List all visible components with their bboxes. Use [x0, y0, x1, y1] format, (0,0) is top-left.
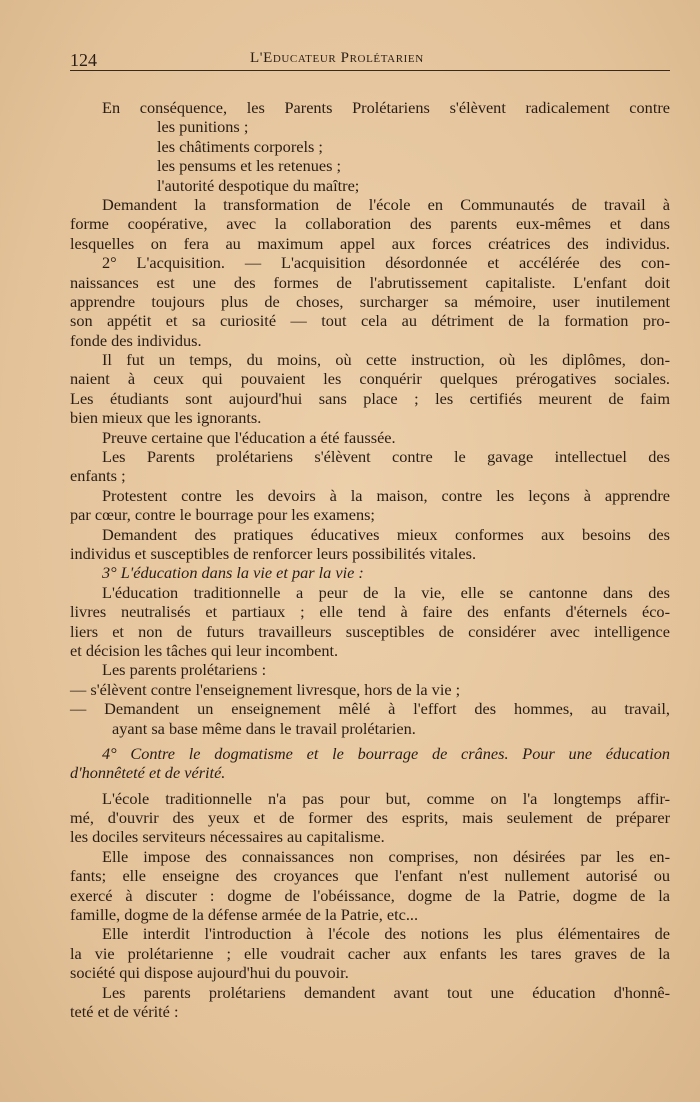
text-line: et décision les tâches qui leur incombent.	[70, 640, 339, 660]
text-line: liers et non de futurs travailleurs susceptibles de considérer avec intelligence	[70, 621, 670, 641]
text-line: — Demandent un enseignement mêlé à l'effort des hommes, au travail,	[70, 699, 670, 719]
text-line: — s'élèvent contre l'enseignement livresque, hors de la vie ;	[70, 679, 461, 699]
text-line: Protestent contre les devoirs à la maison, contre les leçons à apprendre	[102, 485, 670, 505]
body-text	[70, 98, 670, 1021]
text-line: la vie prolétarienne ; elle voudrait cacher aux enfants les tares graves de la	[70, 943, 670, 963]
text-line: Les étudiants sont aujourd'hui sans place ; les certifiés meurent de faim	[70, 388, 670, 408]
text-line: Les Parents prolétariens s'élèvent contre le gavage intellectuel des	[102, 447, 670, 467]
text-line: naissances est une des formes de l'abrutissement capitaliste. L'enfant doit	[70, 272, 670, 292]
text-line: mé, d'ouvrir des yeux et de former des esprits, mais seulement de préparer	[70, 808, 670, 828]
running-title: L'Educateur Prolétarien	[250, 50, 424, 66]
text-line: enfants ;	[70, 466, 126, 486]
text-line: par cœur, contre le bourrage pour les examens;	[70, 505, 375, 525]
section-heading: 4° Contre le dogmatisme et le bourrage de crânes. Pour une éducation	[102, 743, 670, 763]
text-line: les dociles serviteurs nécessaires au capitalisme.	[70, 827, 385, 847]
text-line: famille, dogme de la défense armée de la Patrie, etc...	[70, 905, 419, 925]
text-line: Il fut un temps, du moins, où cette instruction, où les diplômes, don-	[102, 350, 670, 370]
text-line: L'école traditionnelle n'a pas pour but, comme on l'a longtemps affir-	[102, 788, 670, 808]
text-line: Demandent la transformation de l'école en Communautés de travail à	[102, 194, 670, 214]
text-line: individus et susceptibles de renforcer leurs possibilités vitales.	[70, 543, 477, 563]
section-heading: 3° L'éducation dans la vie et par la vie :	[102, 563, 364, 583]
text-line: 2° L'acquisition. — L'acquisition désordonnée et accélérée des con-	[102, 253, 670, 273]
page-number: 124	[70, 50, 97, 70]
text-line: les châtiments corporels ;	[157, 136, 323, 156]
text-line: livres neutralisés et partiaux ; elle tend à faire des enfants d'éternels éco-	[70, 602, 670, 622]
text-line: exercé à discuter : dogme de l'obéissance, dogme de la Patrie, dogme de la	[70, 885, 670, 905]
page-header	[70, 46, 670, 71]
text-line: société qui dispose aujourd'hui du pouvoir.	[70, 963, 349, 983]
text-line: naient à ceux qui pouvaient les conquérir quelques prérogatives sociales.	[70, 369, 670, 389]
text-line: Les parents prolétariens :	[102, 660, 267, 680]
text-line: Elle interdit l'introduction à l'école des notions les plus élémentaires de	[102, 924, 670, 944]
text-line: Les parents prolétariens demandent avant tout une éducation d'honnê-	[102, 982, 670, 1002]
text-line: les punitions ;	[157, 117, 249, 137]
text-line: ayant sa base même dans le travail prolétarien.	[112, 718, 416, 738]
text-line: lesquelles on fera au maximum appel aux forces créatrices des individus.	[70, 233, 670, 253]
text-line: teté et de vérité :	[70, 1001, 179, 1021]
text-line: Demandent des pratiques éducatives mieux conformes aux besoins des	[102, 524, 670, 544]
text-line: apprendre toujours plus de choses, surcharger sa mémoire, user inutilement	[70, 291, 670, 311]
text-line: son appétit et sa curiosité — tout cela au détriment de la formation pro-	[70, 311, 670, 331]
text-line: l'autorité despotique du maître;	[157, 175, 360, 195]
text-line: En conséquence, les Parents Prolétariens s'élèvent radicalement contre	[102, 98, 670, 117]
text-line: Preuve certaine que l'éducation a été faussée.	[102, 427, 396, 447]
text-line: bien mieux que les ignorants.	[70, 408, 262, 428]
text-line: les pensums et les retenues ;	[157, 156, 342, 176]
section-heading: d'honnêteté et de vérité.	[70, 763, 226, 783]
text-line: fonde des individus.	[70, 330, 202, 350]
text-line: L'éducation traditionnelle a peur de la vie, elle se cantonne dans des	[102, 582, 670, 602]
text-line: forme coopérative, avec la collaboration des parents eux-mêmes et dans	[70, 214, 670, 234]
text-line: Elle impose des connaissances non comprises, non désirées par les en-	[102, 846, 670, 866]
text-line: fants; elle enseigne des croyances que l'enfant n'est nullement autorisé ou	[70, 866, 670, 886]
